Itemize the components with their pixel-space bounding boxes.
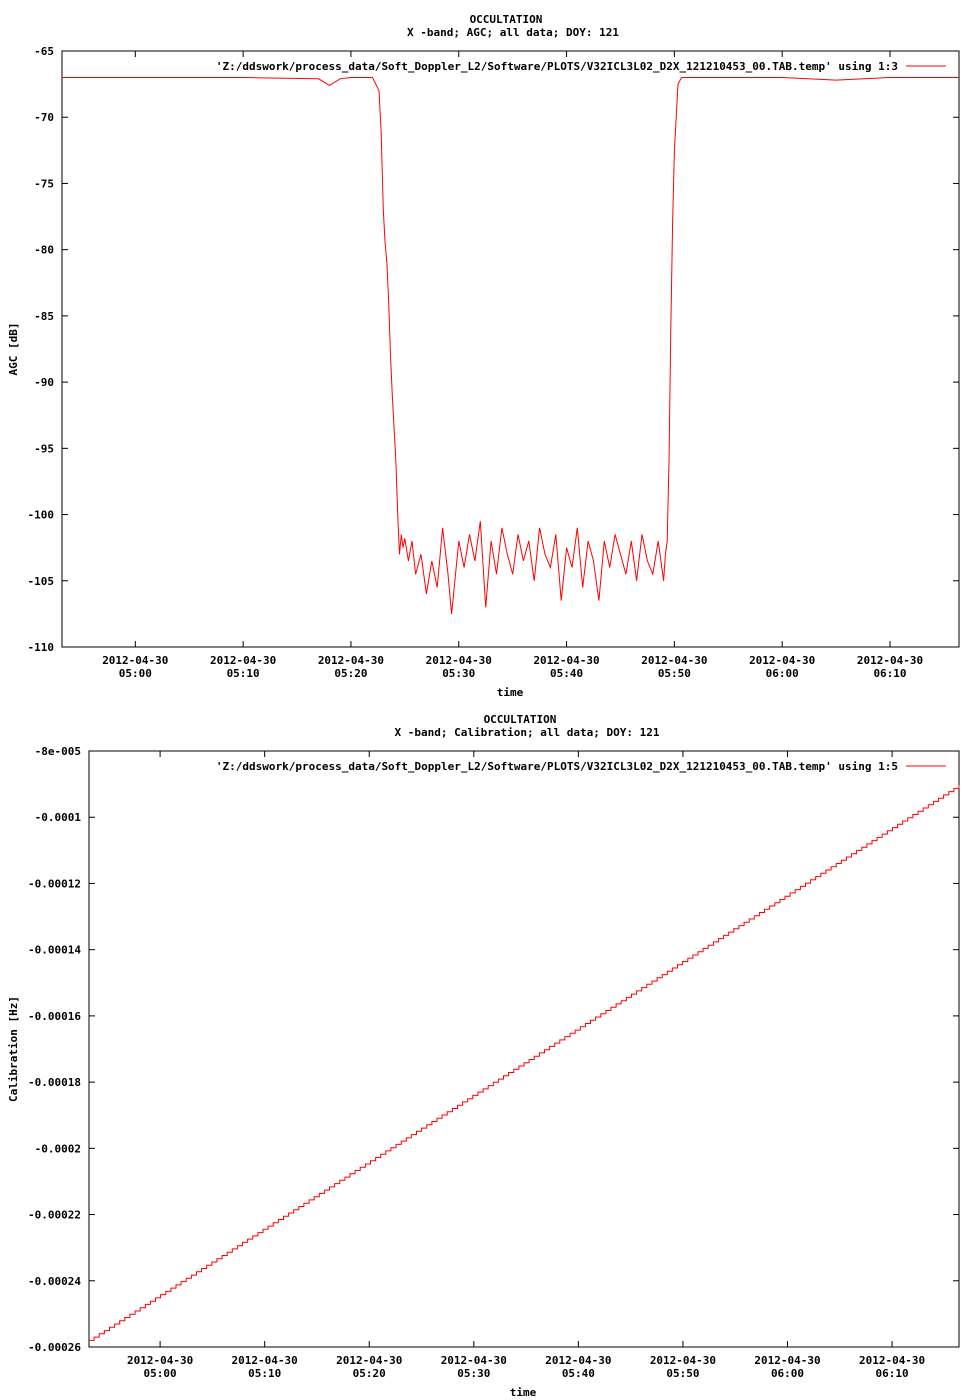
x-tick-label-time: 05:50 [666,1367,700,1380]
y-tick-label: -65 [34,45,54,58]
y-axis [28,45,960,654]
calibration-chart [7,713,959,1399]
x-tick-label-date: 2012-04-30 [425,654,492,667]
y-tick-label: -75 [34,177,54,191]
x-tick-label-time: 05:10 [248,1367,282,1380]
y-tick-label: -110 [27,641,54,654]
x-axis-label: time [509,1386,537,1399]
x-tick-label-time: 05:20 [352,1367,386,1380]
x-tick-label-time: 06:00 [770,1367,805,1380]
series [62,78,959,614]
x-tick-label-time: 05:30 [442,667,476,680]
x-tick-label-date: 2012-04-30 [533,654,600,667]
x-tick-label-time: 05:20 [334,667,368,680]
x-tick-label-date: 2012-04-30 [856,654,924,667]
x-tick-label-date: 2012-04-30 [231,1354,298,1367]
x-tick-label-time: 05:00 [143,1367,177,1380]
x-axis [102,51,923,680]
y-tick-label: -100 [27,508,54,522]
x-tick-label-time: 05:40 [550,667,584,680]
x-tick-label-time: 06:00 [765,667,799,680]
legend-label: 'Z:/ddswork/process_data/Soft_Doppler_L2/Software/PLOTS/V32ICL3L02_D2X_121210453_00.TAB.temp' using 1:5 [215,760,898,773]
chart-subtitle: X -band; AGC; all data; DOY: 121 [407,26,619,39]
x-tick-label-time: 05:10 [226,667,260,680]
plot-area-frame [62,51,959,647]
y-tick-label: -80 [34,243,54,257]
y-tick-label: -0.00014 [28,943,81,957]
x-tick-label-date: 2012-04-30 [336,1354,403,1367]
legend [216,760,946,773]
y-tick-label: -0.00022 [28,1208,81,1222]
series-line [89,785,959,1340]
x-tick-label-date: 2012-04-30 [649,1354,717,1367]
y-tick-label: -0.00016 [28,1009,81,1023]
y-tick-label: -0.0001 [34,811,81,825]
x-axis [127,751,925,1380]
plot-area-frame [89,751,959,1347]
series-line [62,78,959,614]
legend-label: 'Z:/ddswork/process_data/Soft_Doppler_L2/Software/PLOTS/V32ICL3L02_D2X_121210453_00.TAB.temp' using 1:3 [215,60,898,73]
y-axis-label: AGC [dB] [7,322,20,376]
y-tick-label: -0.00024 [28,1274,81,1288]
x-tick-label-date: 2012-04-30 [440,1354,507,1367]
x-axis-label: time [496,686,524,699]
y-tick-label: -8e-005 [34,745,81,758]
x-tick-label-date: 2012-04-30 [858,1354,926,1367]
x-tick-label-date: 2012-04-30 [126,1354,194,1367]
y-tick-label: -85 [34,309,54,323]
y-tick-label: -0.00018 [28,1076,81,1090]
y-axis-label: Calibration [Hz] [7,996,20,1102]
y-tick-label: -95 [34,442,54,456]
x-tick-label-time: 06:10 [873,667,907,680]
x-tick-label-date: 2012-04-30 [317,654,385,667]
y-tick-label: -0.00012 [28,877,81,891]
x-tick-label-date: 2012-04-30 [641,654,708,667]
x-tick-label-date: 2012-04-30 [545,1354,612,1367]
x-tick-label-date: 2012-04-30 [754,1354,821,1367]
x-tick-label-time: 05:40 [561,1367,595,1380]
y-tick-label: -105 [27,574,54,588]
x-tick-label-time: 05:50 [657,667,691,680]
y-tick-label: -70 [34,111,54,125]
chart-title: OCCULTATION [483,713,557,726]
y-tick-label: -90 [34,376,54,390]
x-tick-label-time: 06:10 [875,1367,909,1380]
agc-chart [7,13,959,699]
y-tick-label: -0.0002 [34,1142,81,1156]
x-tick-label-date: 2012-04-30 [210,654,277,667]
legend [216,60,946,73]
chart-title: OCCULTATION [469,13,543,26]
y-axis [28,745,959,1354]
y-tick-label: -0.00026 [28,1341,81,1354]
x-tick-label-time: 05:30 [457,1367,491,1380]
x-tick-label-date: 2012-04-30 [102,654,169,667]
series [89,785,959,1340]
chart-subtitle: X -band; Calibration; all data; DOY: 121 [394,726,660,739]
x-tick-label-time: 05:00 [118,667,152,680]
x-tick-label-date: 2012-04-30 [749,654,816,667]
